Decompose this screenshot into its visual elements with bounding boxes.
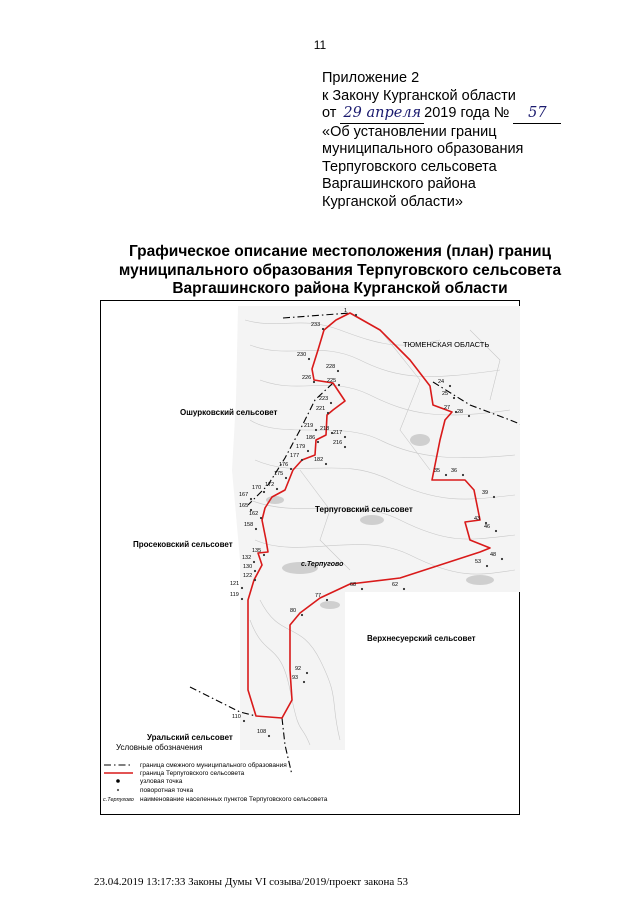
turn-point-marker [301, 614, 303, 616]
appendix-from: от [322, 105, 337, 121]
point-label: 170 [252, 485, 262, 491]
legend-item-boundary: граница Терпуговского сельсовета [140, 770, 245, 777]
title-line: муниципального образования Терпуговского сельсовета [118, 261, 562, 279]
point-label: 119 [230, 592, 239, 598]
point-label: 77 [315, 593, 322, 599]
point-label: 80 [290, 608, 297, 614]
turn-point-marker [493, 496, 495, 498]
appendix-line: Курганской области» [322, 193, 463, 210]
turn-point-marker [327, 412, 329, 414]
point-label: 43 [474, 516, 481, 522]
turn-point-marker [243, 720, 245, 722]
turn-point-marker [468, 415, 470, 417]
region-label-tyumen: ТЮМЕНСКАЯ ОБЛАСТЬ [403, 340, 490, 349]
turn-point-marker [462, 474, 464, 476]
point-label: 158 [244, 522, 254, 528]
point-label: 217 [333, 430, 343, 436]
point-label: 62 [392, 582, 399, 588]
handwritten-law-number: 57 [513, 105, 561, 124]
turn-point-marker [403, 588, 405, 590]
point-label: 182 [314, 457, 324, 463]
region-label-prosekovsky: Просековский сельсовет [133, 540, 233, 549]
turn-point-marker [290, 468, 292, 470]
turn-point-marker [344, 436, 346, 438]
appendix-header [322, 70, 561, 211]
point-label: 53 [475, 559, 482, 565]
appendix-line: Варгашинского района [322, 176, 476, 192]
point-label: 39 [482, 490, 489, 496]
point-label: 110 [232, 714, 241, 720]
point-label: 25 [442, 391, 449, 397]
point-label: 186 [306, 435, 316, 441]
legend-symbol-settlement: с.Терпугово [103, 797, 134, 803]
appendix-line: к Закону Курганской области [322, 87, 516, 104]
legend-title: Условные обозначения [116, 743, 203, 752]
title-line: Варгашинского района Курганской области [172, 280, 508, 297]
turn-point-marker [330, 402, 332, 404]
turn-point-marker [254, 570, 256, 572]
turn-point-marker [307, 450, 309, 452]
legend-item-settlement: наименование населенных пунктов Терпуговского сельсовета [140, 796, 328, 803]
point-label: 121 [230, 581, 240, 587]
turn-point-marker [337, 370, 339, 372]
point-label: 167 [239, 492, 249, 498]
turn-point-marker [355, 314, 357, 316]
turn-point-marker [445, 474, 447, 476]
region-label-verkhnesuersky: Верхнесуерский сельсовет [367, 634, 476, 643]
point-label: 68 [350, 582, 357, 588]
turn-point-marker [241, 587, 243, 589]
point-label: 27 [444, 405, 451, 411]
turn-point-marker [241, 598, 243, 600]
document-title [60, 243, 620, 299]
turn-point-marker [301, 459, 303, 461]
handwritten-date: 29 апреля [340, 105, 424, 124]
region-label-terpugovsky: Терпуговский сельсовет [315, 505, 413, 514]
point-label: 233 [311, 322, 321, 328]
turn-point-marker [338, 384, 340, 386]
point-label: 92 [295, 666, 302, 672]
turn-point-marker [322, 328, 324, 330]
turn-point-marker [325, 463, 327, 465]
appendix-date-line [322, 105, 561, 124]
legend-symbol-node [116, 779, 120, 783]
point-label: 177 [290, 453, 300, 459]
turn-point-marker [308, 358, 310, 360]
turn-point-marker [306, 672, 308, 674]
turn-point-marker [326, 599, 328, 601]
point-label: 28 [457, 409, 464, 415]
region-label-uralsky: Уральский сельсовет [147, 733, 233, 742]
page-number: 11 [313, 38, 327, 52]
turn-point-marker [285, 477, 287, 479]
point-label: 108 [257, 729, 267, 735]
point-label: 226 [302, 375, 312, 381]
point-label: 223 [319, 396, 329, 402]
point-label: 135 [252, 548, 262, 554]
boundary-map [100, 300, 520, 815]
appendix-line: Приложение 2 [322, 70, 420, 86]
turn-point-marker [486, 565, 488, 567]
point-label: 93 [292, 675, 299, 681]
turn-point-marker [263, 491, 265, 493]
point-label: 162 [249, 511, 259, 517]
turn-point-marker [501, 558, 503, 560]
turn-point-marker [254, 579, 256, 581]
point-label: 122 [243, 573, 253, 579]
turn-point-marker [315, 429, 317, 431]
appendix-line: муниципального образования [322, 141, 524, 157]
region-label-oshurkovsky: Ошурковский сельсовет [180, 408, 278, 417]
legend-item-turn: поворотная точка [140, 787, 194, 794]
turn-point-marker [453, 397, 455, 399]
point-label: 218 [320, 426, 330, 432]
point-label: 216 [333, 440, 343, 446]
turn-point-marker [268, 735, 270, 737]
title-line: Графическое описание местоположения (план) границ [128, 243, 552, 260]
turn-point-marker [255, 528, 257, 530]
turn-point-marker [253, 561, 255, 563]
point-label: 165 [239, 503, 249, 509]
point-label: 1 [344, 308, 348, 314]
turn-point-marker [344, 446, 346, 448]
point-label: 130 [243, 564, 253, 570]
point-label: 48 [490, 552, 497, 558]
point-label: 225 [327, 378, 337, 384]
point-label: 179 [296, 444, 306, 450]
appendix-year: 2019 года № [424, 105, 510, 121]
turn-point-marker [449, 385, 451, 387]
turn-point-marker [263, 554, 265, 556]
point-label: 172 [265, 482, 275, 488]
point-label: 35 [434, 468, 441, 474]
turn-point-marker [276, 488, 278, 490]
turn-point-marker [260, 517, 262, 519]
point-label: 221 [316, 406, 326, 412]
turn-point-marker [313, 381, 315, 383]
settlement-label: с.Терпугово [301, 561, 344, 568]
document-footer: 23.04.2019 13:17:33 Законы Думы VI созыва/2019/проект закона 53 [94, 876, 408, 888]
legend-symbol-turn [117, 789, 119, 791]
point-label: 24 [438, 379, 445, 385]
appendix-line: «Об установлении границ [322, 123, 497, 140]
turn-point-marker [361, 588, 363, 590]
turn-point-marker [250, 498, 252, 500]
point-label: 46 [484, 524, 491, 530]
point-label: 219 [304, 423, 314, 429]
point-label: 176 [279, 462, 289, 468]
turn-point-marker [495, 530, 497, 532]
point-label: 228 [326, 364, 336, 370]
point-label: 36 [451, 468, 458, 474]
point-label: 175 [274, 471, 284, 477]
legend-item-neighbor: граница смежного муниципального образования [140, 762, 287, 769]
turn-point-marker [303, 681, 305, 683]
point-label: 230 [297, 352, 307, 358]
point-label: 132 [242, 555, 252, 561]
legend-item-node: узловая точка [140, 778, 183, 785]
appendix-line: Терпуговского сельсовета [322, 158, 497, 175]
turn-point-marker [317, 441, 319, 443]
